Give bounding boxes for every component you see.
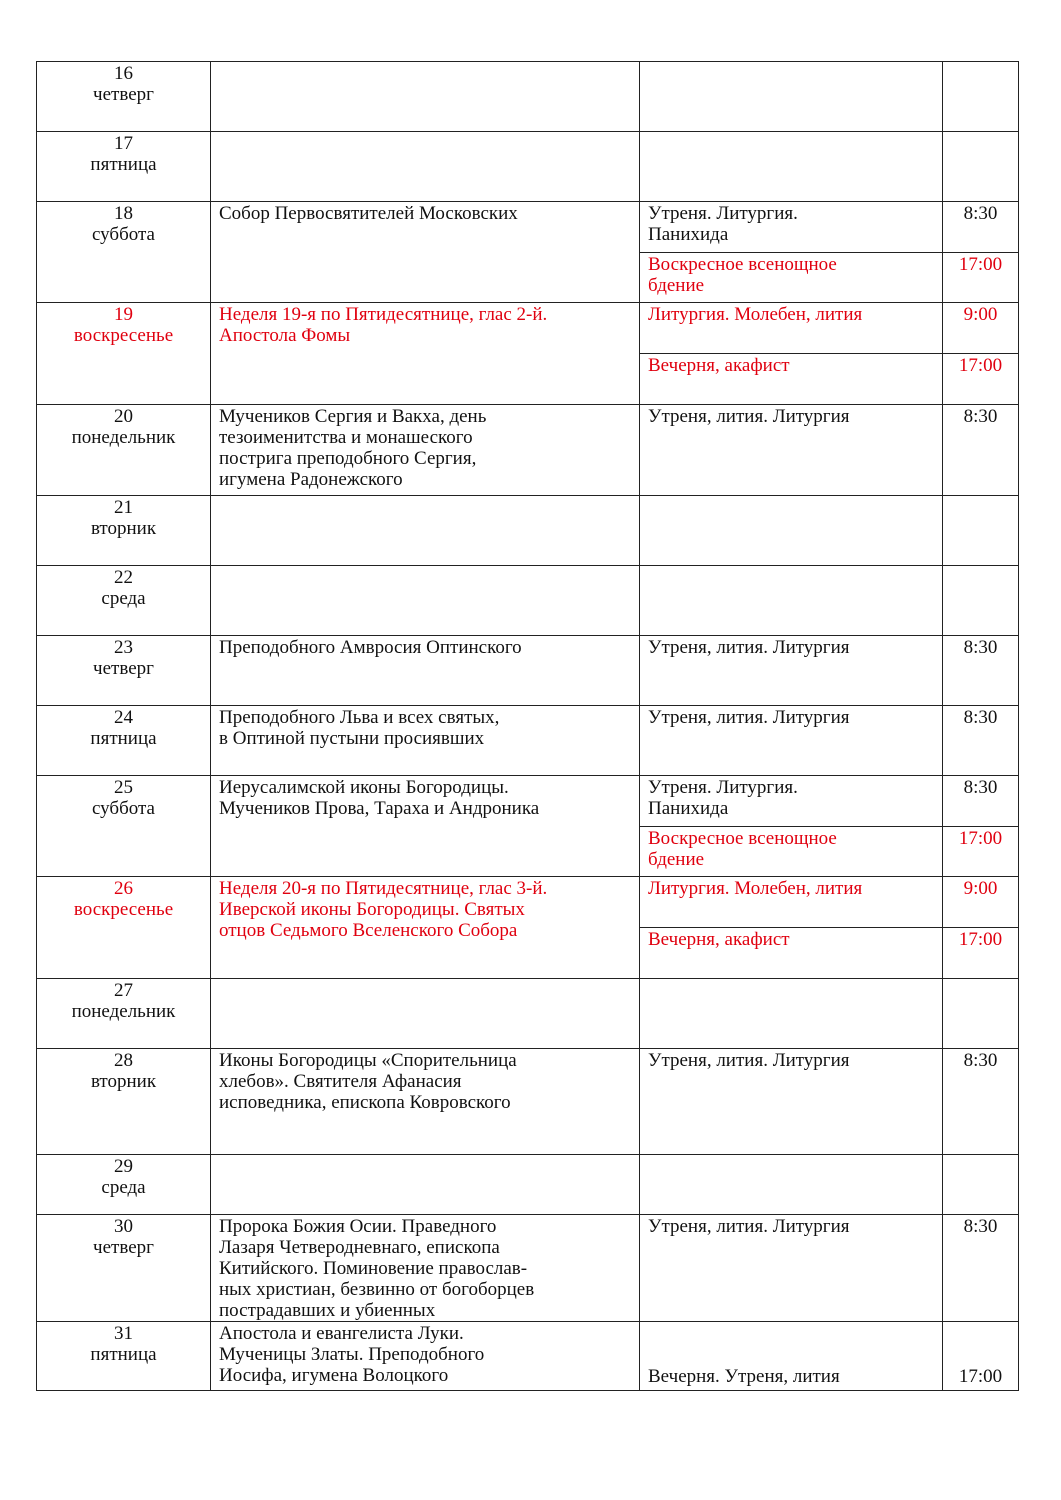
time-cell: 17:00 bbox=[943, 928, 1019, 979]
feast-title-cell bbox=[211, 979, 640, 1049]
feast-title-cell bbox=[211, 1215, 640, 1322]
service-cell bbox=[640, 877, 943, 928]
time-cell: 17:00 bbox=[943, 827, 1019, 877]
text-line: Собор Первосвятителей Московских bbox=[219, 203, 518, 224]
date-cell bbox=[37, 202, 211, 303]
date-cell bbox=[37, 1049, 211, 1155]
text-line: Вечерня, акафист bbox=[648, 929, 790, 950]
feast-title-cell bbox=[211, 303, 640, 405]
service-cell bbox=[640, 62, 943, 132]
weekday: воскресенье bbox=[73, 325, 174, 346]
day-number: 24 bbox=[114, 707, 133, 728]
weekday: вторник bbox=[90, 518, 157, 539]
text-line: Мучеников Прова, Тараха и Андроника bbox=[219, 798, 540, 819]
weekday: пятница bbox=[90, 154, 157, 175]
date-cell bbox=[37, 303, 211, 405]
date-cell bbox=[37, 132, 211, 202]
day-row-31 bbox=[37, 1322, 1019, 1391]
date-cell bbox=[37, 979, 211, 1049]
text-line: Литургия. Молебен, лития bbox=[648, 878, 863, 899]
day-number: 17 bbox=[114, 133, 133, 154]
feast-title-cell bbox=[211, 1049, 640, 1155]
weekday: среда bbox=[101, 588, 146, 609]
service-cell bbox=[640, 566, 943, 636]
day-row-21 bbox=[37, 496, 1019, 566]
date-cell bbox=[37, 405, 211, 496]
day-number: 26 bbox=[114, 878, 133, 899]
day-row-25 bbox=[37, 776, 1019, 827]
service-cell bbox=[640, 827, 943, 877]
time-cell: 8:30 bbox=[943, 1215, 1019, 1322]
service-cell bbox=[640, 303, 943, 354]
date-cell bbox=[37, 496, 211, 566]
day-number: 25 bbox=[114, 777, 133, 798]
time-cell: 17:00 bbox=[943, 1322, 1019, 1391]
feast-title-cell bbox=[211, 202, 640, 303]
text-line: Апостола Фомы bbox=[219, 325, 351, 346]
text-line: хлебов». Святителя Афанасия bbox=[219, 1071, 462, 1092]
day-row-30 bbox=[37, 1215, 1019, 1322]
weekday: суббота bbox=[92, 224, 155, 245]
time-cell bbox=[943, 496, 1019, 566]
service-cell bbox=[640, 354, 943, 405]
text-line: Утреня, лития. Литургия bbox=[648, 1050, 850, 1071]
feast-title-cell bbox=[211, 877, 640, 979]
service-cell bbox=[640, 1215, 943, 1322]
day-row-26 bbox=[37, 877, 1019, 928]
text-line: Иосифа, игумена Волоцкого bbox=[219, 1365, 449, 1386]
text-line: Панихида bbox=[648, 224, 729, 245]
weekday: пятница bbox=[90, 1344, 157, 1365]
day-row-18 bbox=[37, 202, 1019, 253]
weekday: вторник bbox=[90, 1071, 157, 1092]
day-row-19 bbox=[37, 303, 1019, 354]
time-cell: 8:30 bbox=[943, 405, 1019, 496]
day-number: 22 bbox=[114, 567, 133, 588]
service-cell bbox=[640, 706, 943, 776]
text-line: Преподобного Амвросия Оптинского bbox=[219, 637, 522, 658]
day-row-29 bbox=[37, 1155, 1019, 1215]
weekday: четверг bbox=[93, 658, 154, 679]
day-number: 21 bbox=[114, 497, 133, 518]
text-line: Китийского. Поминовение православ- bbox=[219, 1258, 528, 1279]
day-row-16 bbox=[37, 62, 1019, 132]
text-line: в Оптиной пустыни просиявших bbox=[219, 728, 485, 749]
weekday: понедельник bbox=[71, 1001, 176, 1022]
date-cell bbox=[37, 776, 211, 877]
service-cell bbox=[640, 132, 943, 202]
time-cell: 8:30 bbox=[943, 706, 1019, 776]
service-cell bbox=[640, 496, 943, 566]
text-line: Иверской иконы Богородицы. Святых bbox=[219, 899, 525, 920]
weekday: среда bbox=[101, 1177, 146, 1198]
text-line: Вечерня. Утреня, лития bbox=[648, 1366, 840, 1387]
day-number: 19 bbox=[114, 304, 133, 325]
text-line: пострига преподобного Сергия, bbox=[219, 448, 477, 469]
weekday: понедельник bbox=[71, 427, 176, 448]
service-cell bbox=[640, 1155, 943, 1215]
date-cell bbox=[37, 566, 211, 636]
feast-title-cell bbox=[211, 566, 640, 636]
weekday: четверг bbox=[93, 84, 154, 105]
day-row-27 bbox=[37, 979, 1019, 1049]
feast-title-cell bbox=[211, 776, 640, 877]
day-row-28 bbox=[37, 1049, 1019, 1155]
day-number: 20 bbox=[114, 406, 133, 427]
service-cell bbox=[640, 202, 943, 253]
day-number: 23 bbox=[114, 637, 133, 658]
feast-title-cell bbox=[211, 706, 640, 776]
text-line: ных христиан, безвинно от богоборцев bbox=[219, 1279, 535, 1300]
feast-title-cell bbox=[211, 1155, 640, 1215]
text-line: Литургия. Молебен, лития bbox=[648, 304, 863, 325]
text-line: исповедника, епископа Ковровского bbox=[219, 1092, 511, 1113]
time-cell bbox=[943, 1155, 1019, 1215]
day-row-22 bbox=[37, 566, 1019, 636]
time-cell: 9:00 bbox=[943, 303, 1019, 354]
day-number: 18 bbox=[114, 203, 133, 224]
text-line: Утреня, лития. Литургия bbox=[648, 637, 850, 658]
weekday: четверг bbox=[93, 1237, 154, 1258]
text-line: Пророка Божия Осии. Праведного bbox=[219, 1216, 497, 1237]
service-cell bbox=[640, 928, 943, 979]
feast-title-cell bbox=[211, 132, 640, 202]
time-cell: 8:30 bbox=[943, 202, 1019, 253]
feast-title-cell bbox=[211, 405, 640, 496]
day-row-17 bbox=[37, 132, 1019, 202]
text-line: Иерусалимской иконы Богородицы. bbox=[219, 777, 509, 798]
time-cell: 17:00 bbox=[943, 354, 1019, 405]
text-line: тезоименитства и монашеского bbox=[219, 427, 473, 448]
text-line: Воскресное всенощное bbox=[648, 254, 837, 275]
service-cell bbox=[640, 979, 943, 1049]
day-row-20 bbox=[37, 405, 1019, 496]
text-line: Утреня, лития. Литургия bbox=[648, 1216, 850, 1237]
service-cell bbox=[640, 405, 943, 496]
date-cell bbox=[37, 636, 211, 706]
text-line: Мученицы Златы. Преподобного bbox=[219, 1344, 485, 1365]
time-cell: 9:00 bbox=[943, 877, 1019, 928]
date-cell bbox=[37, 1322, 211, 1391]
day-number: 30 bbox=[114, 1216, 133, 1237]
text-line: Мучеников Сергия и Вакха, день bbox=[219, 406, 487, 427]
text-line: Панихида bbox=[648, 798, 729, 819]
text-line: Утреня, лития. Литургия bbox=[648, 406, 850, 427]
service-cell bbox=[640, 1322, 943, 1391]
feast-title-cell bbox=[211, 62, 640, 132]
text-line: Преподобного Льва и всех святых, bbox=[219, 707, 500, 728]
time-cell bbox=[943, 62, 1019, 132]
time-cell bbox=[943, 979, 1019, 1049]
date-cell bbox=[37, 706, 211, 776]
time-cell bbox=[943, 566, 1019, 636]
feast-title-cell bbox=[211, 1322, 640, 1391]
text-line: Иконы Богородицы «Спорительница bbox=[219, 1050, 517, 1071]
text-line: Утреня. Литургия. bbox=[648, 203, 798, 224]
schedule-table bbox=[36, 61, 1019, 1391]
date-cell bbox=[37, 877, 211, 979]
day-number: 16 bbox=[114, 63, 133, 84]
weekday: суббота bbox=[92, 798, 155, 819]
day-number: 27 bbox=[114, 980, 133, 1001]
feast-title-cell bbox=[211, 496, 640, 566]
day-number: 31 bbox=[114, 1323, 133, 1344]
text-line: Лазаря Четверодневнаго, епископа bbox=[219, 1237, 500, 1258]
day-number: 28 bbox=[114, 1050, 133, 1071]
date-cell bbox=[37, 1155, 211, 1215]
text-line: Неделя 19-я по Пятидесятнице, глас 2-й. bbox=[219, 304, 548, 325]
service-cell bbox=[640, 253, 943, 303]
text-line: Неделя 20-я по Пятидесятнице, глас 3-й. bbox=[219, 878, 548, 899]
time-cell: 8:30 bbox=[943, 1049, 1019, 1155]
date-cell bbox=[37, 62, 211, 132]
weekday: пятница bbox=[90, 728, 157, 749]
service-cell bbox=[640, 1049, 943, 1155]
time-cell bbox=[943, 132, 1019, 202]
text-line: Апостола и евангелиста Луки. bbox=[219, 1323, 464, 1344]
text-line: отцов Седьмого Вселенского Собора bbox=[219, 920, 518, 941]
date-cell bbox=[37, 1215, 211, 1322]
text-line: Вечерня, акафист bbox=[648, 355, 790, 376]
time-cell: 8:30 bbox=[943, 636, 1019, 706]
text-line: бдение bbox=[648, 849, 705, 870]
weekday: воскресенье bbox=[73, 899, 174, 920]
day-row-23 bbox=[37, 636, 1019, 706]
time-cell: 17:00 bbox=[943, 253, 1019, 303]
service-cell bbox=[640, 636, 943, 706]
time-cell: 8:30 bbox=[943, 776, 1019, 827]
service-cell bbox=[640, 776, 943, 827]
text-line: Воскресное всенощное bbox=[648, 828, 837, 849]
text-line: Утреня. Литургия. bbox=[648, 777, 798, 798]
text-line: бдение bbox=[648, 275, 705, 296]
text-line: игумена Радонежского bbox=[219, 469, 403, 490]
text-line: пострадавших и убиенных bbox=[219, 1300, 436, 1321]
schedule-body bbox=[37, 62, 1019, 1391]
day-row-24 bbox=[37, 706, 1019, 776]
day-number: 29 bbox=[114, 1156, 133, 1177]
text-line: Утреня, лития. Литургия bbox=[648, 707, 850, 728]
feast-title-cell bbox=[211, 636, 640, 706]
